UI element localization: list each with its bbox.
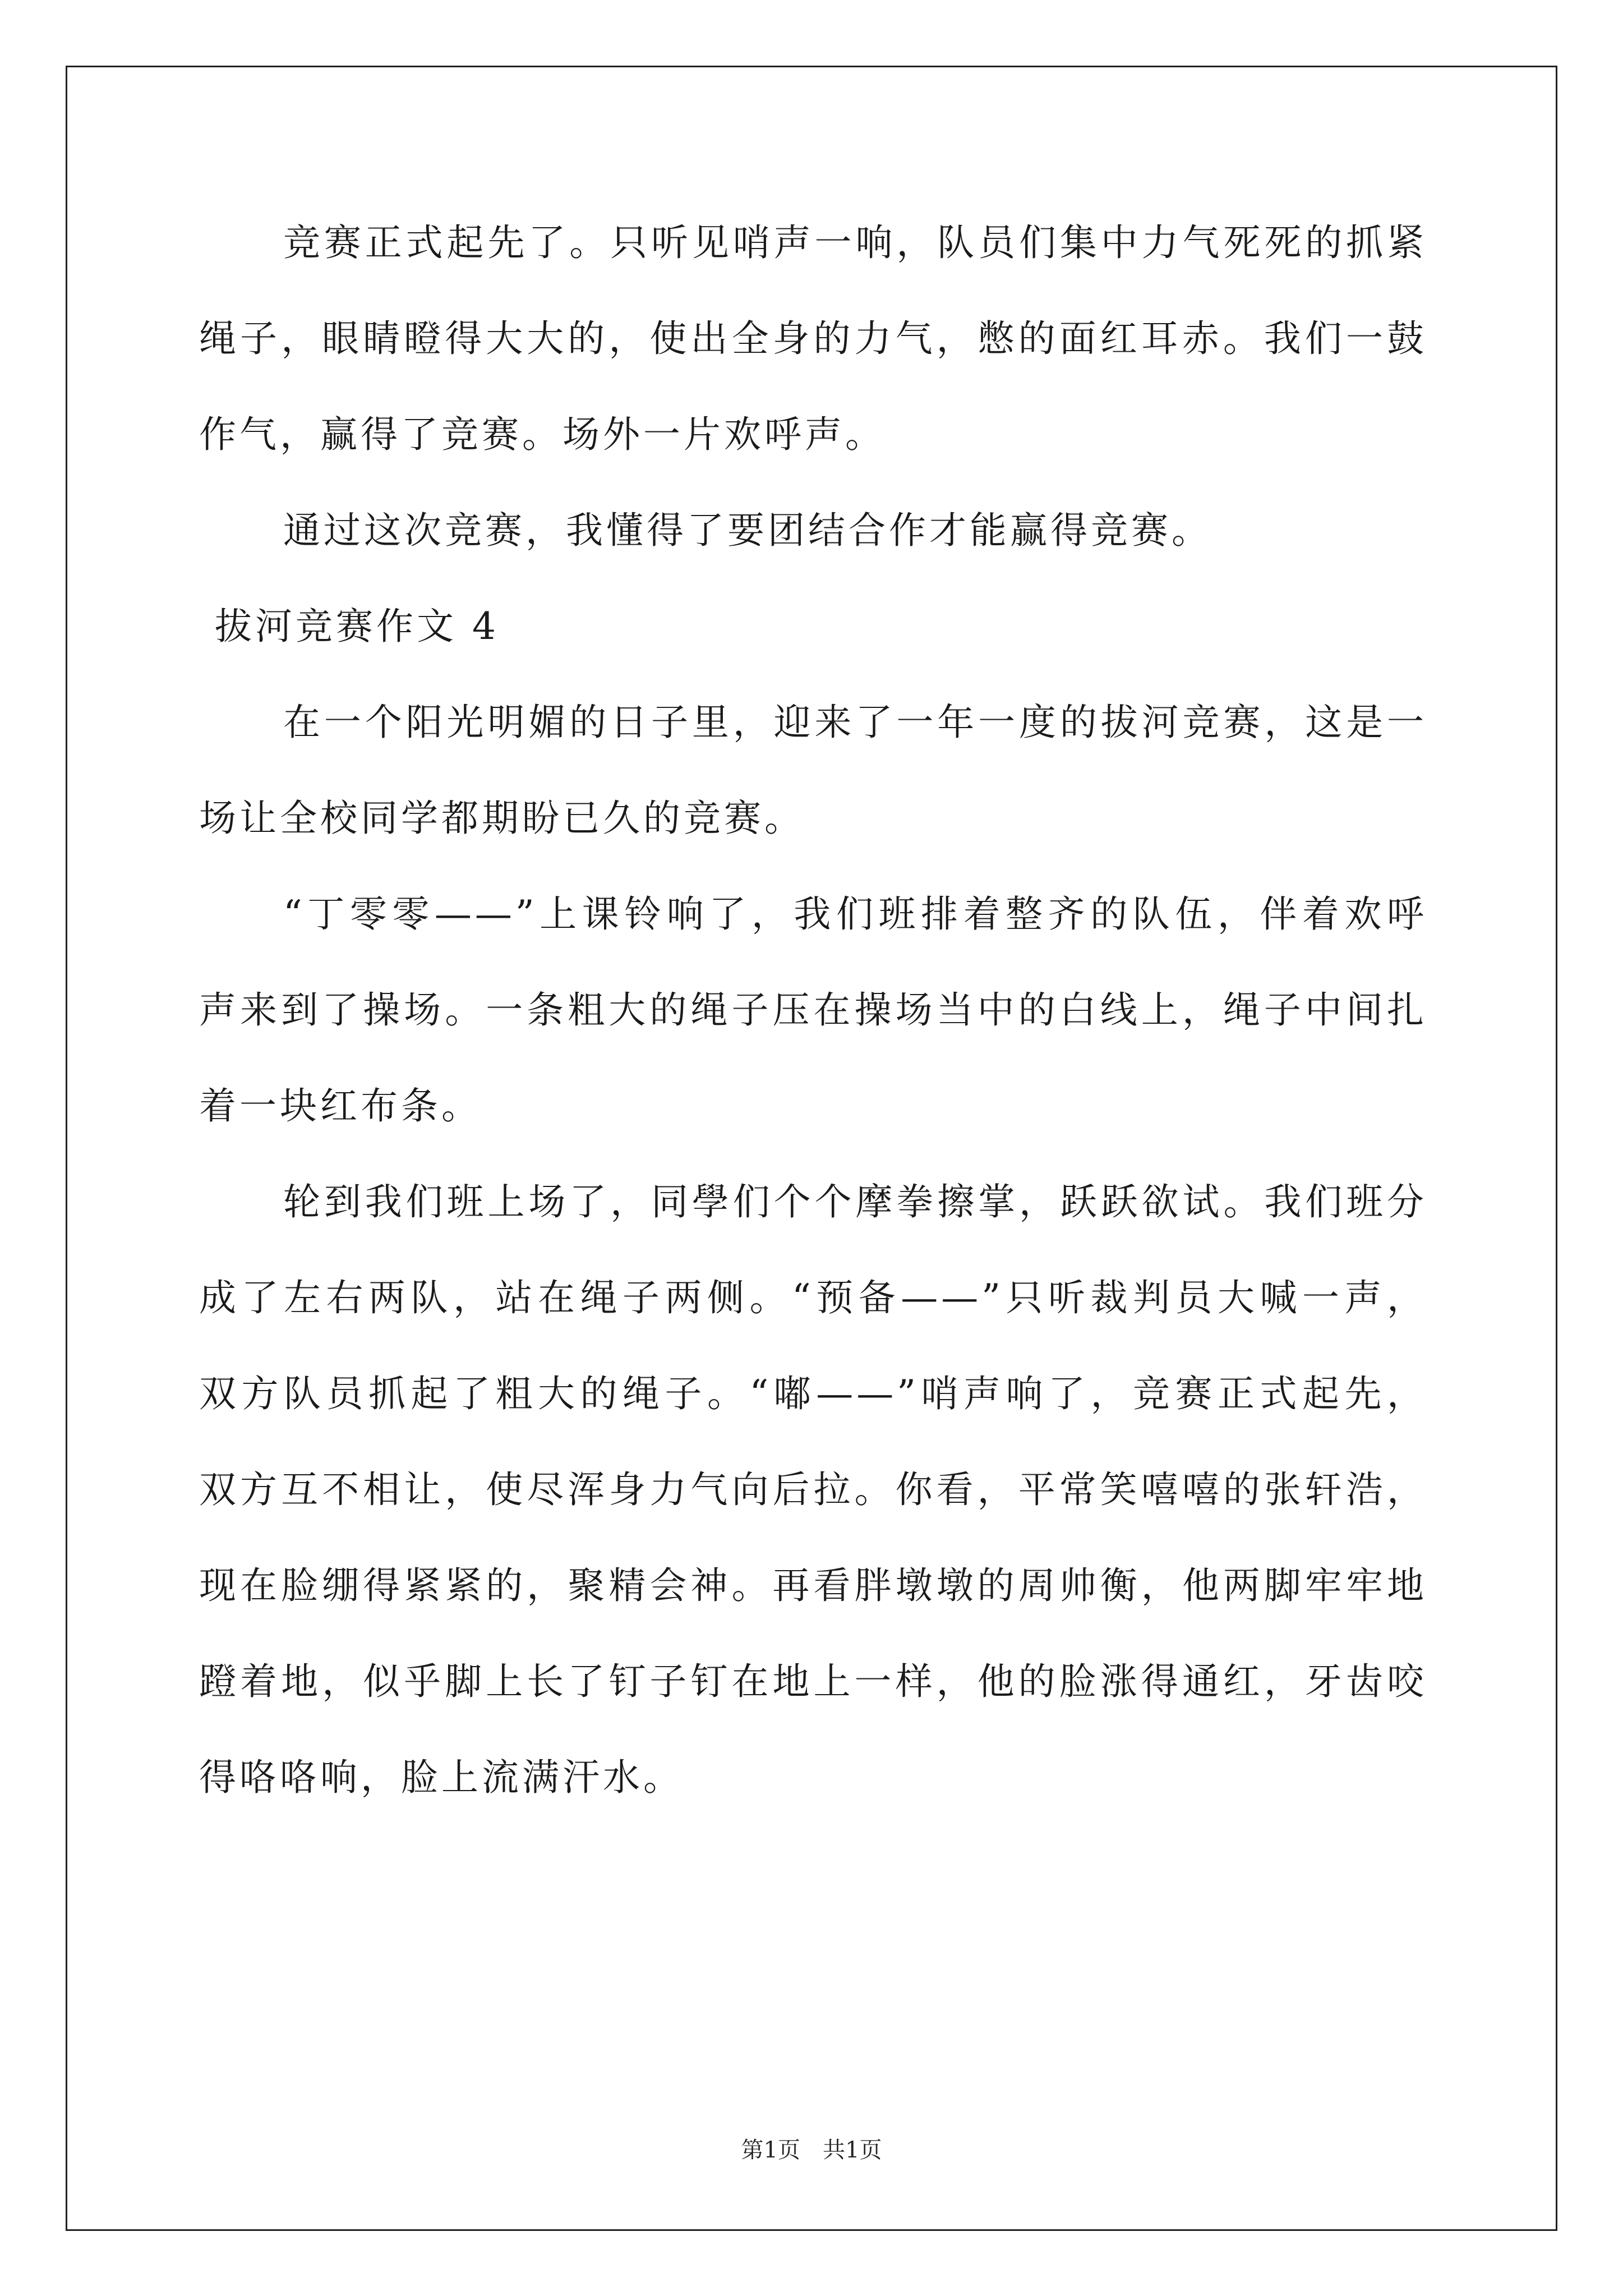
paragraph-5-line-5: 现在脸绷得紧紧的，聚精会神。再看胖墩墩的周帅衡，他两脚牢牢地	[199, 1564, 1427, 1607]
paragraph-5-line-2: 成了左右两队，站在绳子两侧。“预备——”只听裁判员大喊一声，	[199, 1276, 1427, 1319]
paragraph-4-line-3: 着一块红布条。	[199, 1084, 482, 1128]
page-footer: 第1页 共1页	[741, 2137, 882, 2163]
page-border	[66, 66, 1557, 2231]
paragraph-5-line-4: 双方互不相让，使尽浑身力气向后拉。你看，平常笑嘻嘻的张轩浩，	[199, 1468, 1427, 1511]
paragraph-5-line-1: 轮到我们班上场了，同學们个个摩拳擦掌，跃跃欲试。我们班分	[283, 1180, 1427, 1223]
paragraph-4-line-1: “丁零零——”上课铃响了，我们班排着整齐的队伍，伴着欢呼	[283, 892, 1427, 936]
section-heading: 拔河竞赛作文 4	[215, 605, 499, 648]
paragraph-1-line-3: 作气，赢得了竞赛。场外一片欢呼声。	[199, 413, 886, 456]
paragraph-5-line-3: 双方队员抓起了粗大的绳子。“嘟——”哨声响了，竞赛正式起先，	[199, 1372, 1427, 1415]
paragraph-1-line-1: 竞赛正式起先了。只听见哨声一响，队员们集中力气死死的抓紧	[283, 221, 1427, 264]
paragraph-1-line-2: 绳子，眼睛瞪得大大的，使出全身的力气，憋的面红耳赤。我们一鼓	[199, 317, 1427, 360]
paragraph-3-line-2: 场让全校同学都期盼已久的竞赛。	[199, 797, 805, 840]
paragraph-2-line-1: 通过这次竞赛，我懂得了要团结合作才能赢得竞赛。	[283, 509, 1212, 552]
paragraph-5-line-7: 得咯咯响，脸上流满汗水。	[199, 1756, 684, 1799]
paragraph-3-line-1: 在一个阳光明媚的日子里，迎来了一年一度的拔河竞赛，这是一	[283, 701, 1427, 744]
paragraph-4-line-2: 声来到了操场。一条粗大的绳子压在操场当中的白线上，绳子中间扎	[199, 988, 1427, 1032]
paragraph-5-line-6: 蹬着地，似乎脚上长了钉子钉在地上一样，他的脸涨得通红，牙齿咬	[199, 1660, 1427, 1703]
